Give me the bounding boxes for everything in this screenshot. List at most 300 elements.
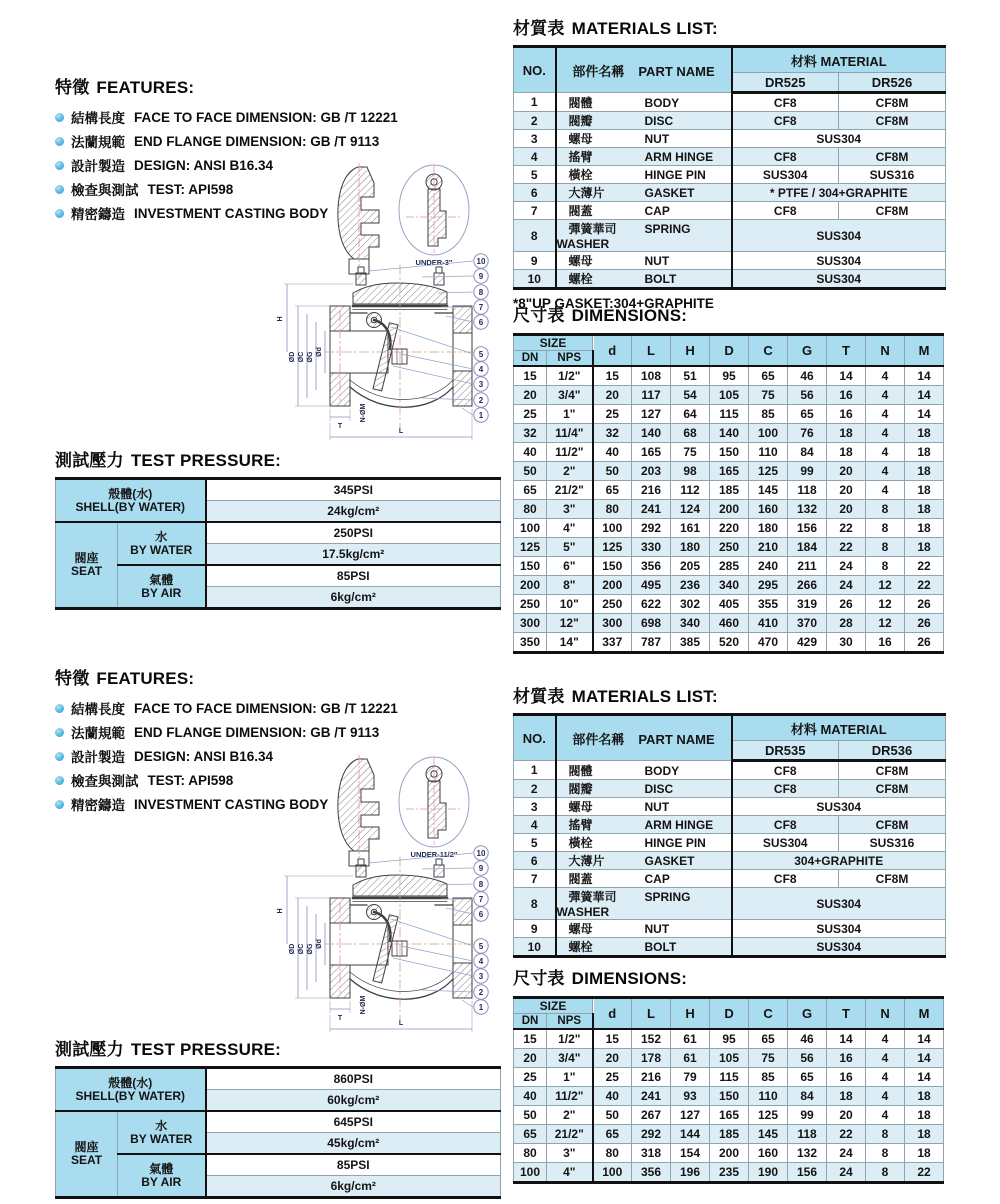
cell-material: CF8M — [839, 202, 946, 220]
dimensions-heading-zh: 尺寸表 — [513, 306, 565, 325]
cell: 20 — [827, 481, 866, 500]
table-row — [514, 184, 946, 202]
table-row — [514, 888, 946, 920]
bullet-icon — [55, 209, 64, 218]
cell: 18 — [905, 424, 944, 443]
col-header-H: H — [671, 335, 710, 367]
svg-text:1: 1 — [478, 410, 484, 420]
callout-1 — [474, 1000, 488, 1014]
cell: 1" — [547, 1068, 593, 1087]
cell: 787 — [632, 633, 671, 653]
table-row — [514, 557, 944, 576]
cell: 180 — [671, 538, 710, 557]
cell: 22 — [827, 519, 866, 538]
feature-label-en: END FLANGE DIMENSION: GB /T 9113 — [134, 133, 380, 149]
cell: 152 — [632, 1029, 671, 1049]
cell: 22 — [905, 557, 944, 576]
cell-no: 8 — [514, 888, 556, 920]
bullet-icon — [55, 161, 64, 170]
cell: 22 — [827, 1125, 866, 1144]
table-row — [514, 1029, 944, 1049]
detail-size-label: UNDER-11/2" — [410, 850, 458, 859]
cell: 80 — [514, 1144, 547, 1163]
cell: 11/4" — [547, 424, 593, 443]
cell-no: 1 — [514, 93, 556, 112]
cell: 18 — [905, 462, 944, 481]
cell: 16 — [866, 633, 905, 653]
cell: 18 — [905, 500, 944, 519]
svg-text:2: 2 — [478, 987, 484, 997]
dim-label-ØD: ØD — [289, 943, 296, 955]
cell: 80 — [593, 1144, 632, 1163]
cell: 75 — [749, 386, 788, 405]
cell: 2" — [547, 462, 593, 481]
cell-material: CF8M — [839, 870, 946, 888]
cell-no: 9 — [514, 920, 556, 938]
cell: 24 — [827, 1144, 866, 1163]
cell: 154 — [671, 1144, 710, 1163]
cell-no: 1 — [514, 761, 556, 780]
cell: 132 — [788, 500, 827, 519]
cell-material: SUS304 — [732, 252, 946, 270]
materials-heading-zh: 材質表 — [513, 19, 565, 38]
cell-material: * PTFE / 304+GRAPHITE — [732, 184, 946, 202]
cell: 8 — [866, 538, 905, 557]
svg-text:6: 6 — [478, 317, 484, 327]
materials-footnote: *8"UP GASKET:304+GRAPHITE — [513, 296, 714, 311]
dim-label-ØG: ØG — [307, 351, 314, 363]
table-row — [514, 148, 946, 166]
cell-no: 10 — [514, 270, 556, 289]
cell: 220 — [710, 519, 749, 538]
col-header-N: N — [866, 335, 905, 367]
table-row — [514, 1125, 944, 1144]
cell: 14 — [827, 1029, 866, 1049]
cell: 50 — [514, 462, 547, 481]
cell-partname: 螺母 NUT — [556, 920, 732, 938]
cell: 20 — [593, 1049, 632, 1068]
cell: 3/4" — [547, 386, 593, 405]
cell-material: CF8M — [839, 780, 946, 798]
feature-label-zh: 檢查與測試 — [71, 183, 139, 198]
table-row — [514, 93, 946, 112]
cell-seat-label: 閥座 SEAT — [56, 1111, 118, 1198]
table-row — [514, 443, 944, 462]
cell: 410 — [749, 614, 788, 633]
cell: 8 — [866, 519, 905, 538]
cell: 100 — [593, 519, 632, 538]
cell-material: SUS316 — [839, 166, 946, 184]
cell-value: 60kg/cm² — [206, 1090, 501, 1112]
cell: 266 — [788, 576, 827, 595]
cell: 4" — [547, 519, 593, 538]
cell: 65 — [593, 1125, 632, 1144]
cell: 160 — [749, 1144, 788, 1163]
cell: 385 — [671, 633, 710, 653]
bullet-icon — [55, 776, 64, 785]
bullet-icon — [55, 728, 64, 737]
cell: 2" — [547, 1106, 593, 1125]
cell: 470 — [749, 633, 788, 653]
cell: 125 — [749, 1106, 788, 1125]
cell-no: 3 — [514, 130, 556, 148]
cell-no: 8 — [514, 220, 556, 252]
bullet-icon — [55, 185, 64, 194]
svg-text:10: 10 — [476, 848, 486, 858]
cell: 15 — [593, 366, 632, 386]
feature-label-en: TEST: API598 — [147, 181, 234, 197]
svg-text:10: 10 — [476, 256, 486, 266]
cell: 80 — [593, 500, 632, 519]
dimensions-block-2 — [513, 964, 945, 1184]
col-header-C: C — [749, 998, 788, 1030]
svg-text:1: 1 — [478, 1002, 484, 1012]
feature-label-en: DESIGN: ANSI B16.34 — [134, 748, 274, 764]
cell: 405 — [710, 595, 749, 614]
col-header-H: H — [671, 998, 710, 1030]
cell: 20 — [514, 1049, 547, 1068]
cell: 127 — [671, 1106, 710, 1125]
bullet-icon — [55, 800, 64, 809]
cell: 100 — [514, 519, 547, 538]
table-row — [514, 500, 944, 519]
cell: 160 — [749, 500, 788, 519]
cell: 125 — [749, 462, 788, 481]
cell: 8" — [547, 576, 593, 595]
cell: 4 — [866, 1029, 905, 1049]
cell: 22 — [905, 576, 944, 595]
cell: 241 — [632, 500, 671, 519]
cell: 46 — [788, 366, 827, 386]
cell-by-water-label: 水 BY WATER — [118, 522, 206, 565]
cell: 340 — [710, 576, 749, 595]
svg-text:6: 6 — [478, 909, 484, 919]
cell: 184 — [788, 538, 827, 557]
dimensions-table — [513, 996, 944, 1184]
col-header-partname: 部件名稱 PART NAME — [556, 715, 732, 761]
table-row — [514, 538, 944, 557]
cell: 8 — [866, 500, 905, 519]
cell-shell-label: 殼體(水) SHELL(BY WATER) — [56, 479, 206, 523]
cell: 14 — [905, 1049, 944, 1068]
valve-drawing-2 — [270, 753, 500, 1053]
cell: 12" — [547, 614, 593, 633]
cell: 28 — [827, 614, 866, 633]
col-header-model-a: DR525 — [732, 73, 839, 93]
cell: 4 — [866, 481, 905, 500]
cell-material: CF8 — [732, 761, 839, 780]
cell: 110 — [749, 1087, 788, 1106]
cell: 26 — [905, 633, 944, 653]
cell-no: 4 — [514, 148, 556, 166]
cell: 3/4" — [547, 1049, 593, 1068]
callout-8 — [474, 877, 488, 891]
cell: 210 — [749, 538, 788, 557]
cell: 3" — [547, 500, 593, 519]
cell: 95 — [710, 366, 749, 386]
feature-label-en: TEST: API598 — [147, 772, 234, 788]
cell-material: CF8 — [732, 112, 839, 130]
col-header-partname: 部件名稱 PART NAME — [556, 47, 732, 93]
cell-material: CF8 — [732, 93, 839, 112]
dim-label-ØD: ØD — [289, 351, 296, 363]
dimensions-table-container — [513, 333, 945, 654]
materials-table — [513, 45, 946, 290]
cell-partname: 閥瓣 DISC — [556, 780, 732, 798]
cell: 165 — [632, 443, 671, 462]
cell: 117 — [632, 386, 671, 405]
cell-partname: 搖臂 ARM HINGE — [556, 148, 732, 166]
dim-label-T: T — [337, 423, 343, 430]
cell: 180 — [749, 519, 788, 538]
cell: 40 — [514, 443, 547, 462]
feature-item — [55, 698, 515, 718]
cell: 370 — [788, 614, 827, 633]
callout-7 — [474, 892, 488, 906]
dimensions-table-container — [513, 996, 945, 1184]
cell: 205 — [671, 557, 710, 576]
col-header-M: M — [905, 998, 944, 1030]
table-row — [514, 519, 944, 538]
cell: 165 — [710, 462, 749, 481]
cell: 118 — [788, 1125, 827, 1144]
table-row — [514, 112, 946, 130]
cell: 200 — [593, 576, 632, 595]
cell: 203 — [632, 462, 671, 481]
cell: 460 — [710, 614, 749, 633]
cell: 50 — [593, 462, 632, 481]
cell: 85 — [749, 405, 788, 424]
dim-label-Ød: Ød — [316, 939, 323, 949]
features-heading — [55, 664, 515, 689]
cell-partname: 閥蓋 CAP — [556, 870, 732, 888]
materials-table-container — [513, 713, 947, 958]
cell-no: 6 — [514, 852, 556, 870]
svg-text:5: 5 — [478, 349, 484, 359]
test-pressure-heading — [55, 446, 502, 471]
cell: 51 — [671, 366, 710, 386]
cell: 16 — [827, 1068, 866, 1087]
cell: 18 — [905, 1125, 944, 1144]
cell: 18 — [827, 1087, 866, 1106]
col-header-no: NO. — [514, 715, 556, 761]
cell: 356 — [632, 1163, 671, 1183]
cell: 56 — [788, 386, 827, 405]
table-row — [514, 1068, 944, 1087]
cell: 22 — [827, 538, 866, 557]
callout-3 — [474, 377, 488, 391]
cell-no: 5 — [514, 834, 556, 852]
cell: 18 — [905, 519, 944, 538]
cell: 18 — [827, 424, 866, 443]
dim-label-L: L — [398, 428, 404, 435]
cell: 125 — [593, 538, 632, 557]
cell: 235 — [710, 1163, 749, 1183]
cell-value: 6kg/cm² — [206, 1176, 501, 1198]
cell: 20 — [827, 500, 866, 519]
cell: 20 — [827, 1106, 866, 1125]
cell: 4 — [866, 1049, 905, 1068]
table-row — [514, 166, 946, 184]
test-pressure-table — [55, 1066, 501, 1199]
feature-item — [55, 107, 515, 127]
feature-label-en: FACE TO FACE DIMENSION: GB /T 12221 — [134, 109, 398, 125]
cell: 54 — [671, 386, 710, 405]
cell: 18 — [905, 538, 944, 557]
cell: 200 — [710, 1144, 749, 1163]
cell-partname: 彈簧華司 SPRING WASHER — [556, 220, 732, 252]
dim-label-L: L — [398, 1020, 404, 1027]
callout-5 — [474, 347, 488, 361]
callout-9 — [474, 269, 488, 283]
table-row — [514, 852, 946, 870]
cell: 140 — [632, 424, 671, 443]
feature-label-zh: 結構長度 — [71, 702, 125, 717]
col-header-model-b: DR536 — [839, 741, 946, 761]
table-row — [514, 1087, 944, 1106]
cell-no: 7 — [514, 202, 556, 220]
cell: 25 — [593, 1068, 632, 1087]
col-header-material: 材料 MATERIAL — [732, 715, 946, 741]
cell: 20 — [514, 386, 547, 405]
cell: 144 — [671, 1125, 710, 1144]
callout-3 — [474, 969, 488, 983]
cell-partname: 橫栓 HINGE PIN — [556, 166, 732, 184]
test-pressure-table — [55, 477, 501, 610]
callout-6 — [474, 907, 488, 921]
cell-material: SUS304 — [732, 220, 946, 252]
cell: 12 — [866, 576, 905, 595]
cell-no: 3 — [514, 798, 556, 816]
svg-text:9: 9 — [478, 863, 484, 873]
cell: 318 — [632, 1144, 671, 1163]
cell: 25 — [514, 405, 547, 424]
cell: 40 — [593, 1087, 632, 1106]
valve-drawing-1 — [270, 161, 500, 461]
cell: 200 — [710, 500, 749, 519]
cell-partname: 閥體 BODY — [556, 93, 732, 112]
cell-material: CF8M — [839, 93, 946, 112]
cell: 30 — [827, 633, 866, 653]
feature-label-zh: 結構長度 — [71, 111, 125, 126]
table-row — [514, 130, 946, 148]
cell-no: 9 — [514, 252, 556, 270]
valve-body — [330, 859, 472, 999]
svg-text:7: 7 — [478, 302, 484, 312]
cell-seat-label: 閥座 SEAT — [56, 522, 118, 609]
svg-text:8: 8 — [478, 879, 484, 889]
cell: 99 — [788, 1106, 827, 1125]
cell: 105 — [710, 386, 749, 405]
table-row — [514, 595, 944, 614]
cell: 4" — [547, 1163, 593, 1183]
cell: 16 — [827, 1049, 866, 1068]
cell: 292 — [632, 519, 671, 538]
cell-partname: 彈簧華司 SPRING WASHER — [556, 888, 732, 920]
feature-label-en: INVESTMENT CASTING BODY — [134, 796, 329, 812]
table-row — [56, 1154, 501, 1176]
cell: 300 — [593, 614, 632, 633]
materials-heading-en: MATERIALS LIST: — [571, 19, 718, 38]
cell: 65 — [514, 1125, 547, 1144]
col-header-G: G — [788, 998, 827, 1030]
cell: 118 — [788, 481, 827, 500]
cell: 4 — [866, 405, 905, 424]
table-row — [514, 1049, 944, 1068]
feature-label-en: DESIGN: ANSI B16.34 — [134, 157, 274, 173]
cell: 127 — [632, 405, 671, 424]
cell-material: CF8 — [732, 780, 839, 798]
cell: 622 — [632, 595, 671, 614]
cell-partname: 閥瓣 DISC — [556, 112, 732, 130]
cell: 99 — [788, 462, 827, 481]
cell: 18 — [905, 1087, 944, 1106]
cell: 4 — [866, 386, 905, 405]
cell: 18 — [905, 443, 944, 462]
cell-by-air-label: 氣體 BY AIR — [118, 1154, 206, 1198]
cell: 124 — [671, 500, 710, 519]
cell-partname: 大薄片 GASKET — [556, 852, 732, 870]
cell: 14 — [905, 386, 944, 405]
cell: 211 — [788, 557, 827, 576]
cell: 429 — [788, 633, 827, 653]
table-row — [514, 1144, 944, 1163]
col-header-G: G — [788, 335, 827, 367]
test-pressure-block-1 — [55, 446, 502, 610]
cell: 26 — [905, 595, 944, 614]
table-row — [514, 633, 944, 653]
cell: 61 — [671, 1049, 710, 1068]
features-heading-en: FEATURES: — [96, 669, 195, 688]
cell: 65 — [788, 1068, 827, 1087]
svg-text:7: 7 — [478, 894, 484, 904]
cell-no: 2 — [514, 112, 556, 130]
cell-value: 24kg/cm² — [206, 501, 501, 523]
cell: 240 — [749, 557, 788, 576]
table-row — [514, 816, 946, 834]
cell-material: SUS304 — [732, 938, 946, 957]
cell: 12 — [866, 595, 905, 614]
cell-partname: 螺栓 BOLT — [556, 938, 732, 957]
cell: 15 — [514, 1029, 547, 1049]
cell-partname: 螺母 NUT — [556, 130, 732, 148]
cell: 165 — [710, 1106, 749, 1125]
cell: 79 — [671, 1068, 710, 1087]
table-row — [514, 270, 946, 289]
table-row — [514, 780, 946, 798]
valve-body — [330, 267, 472, 407]
cell: 520 — [710, 633, 749, 653]
cell: 65 — [749, 1029, 788, 1049]
dim-label-N-ØM: N-ØM — [360, 995, 367, 1015]
materials-heading-zh: 材質表 — [513, 687, 565, 706]
cell: 98 — [671, 462, 710, 481]
cell: 150 — [514, 557, 547, 576]
col-header-D: D — [710, 998, 749, 1030]
cell: 161 — [671, 519, 710, 538]
cell: 40 — [514, 1087, 547, 1106]
table-row — [514, 1106, 944, 1125]
cell: 95 — [710, 1029, 749, 1049]
cell-material: CF8M — [839, 816, 946, 834]
dim-label-N-ØM: N-ØM — [360, 403, 367, 423]
col-header-material: 材料 MATERIAL — [732, 47, 946, 73]
bullet-icon — [55, 704, 64, 713]
cell-material: CF8 — [732, 870, 839, 888]
bullet-icon — [55, 113, 64, 122]
cell: 319 — [788, 595, 827, 614]
table-row — [514, 424, 944, 443]
